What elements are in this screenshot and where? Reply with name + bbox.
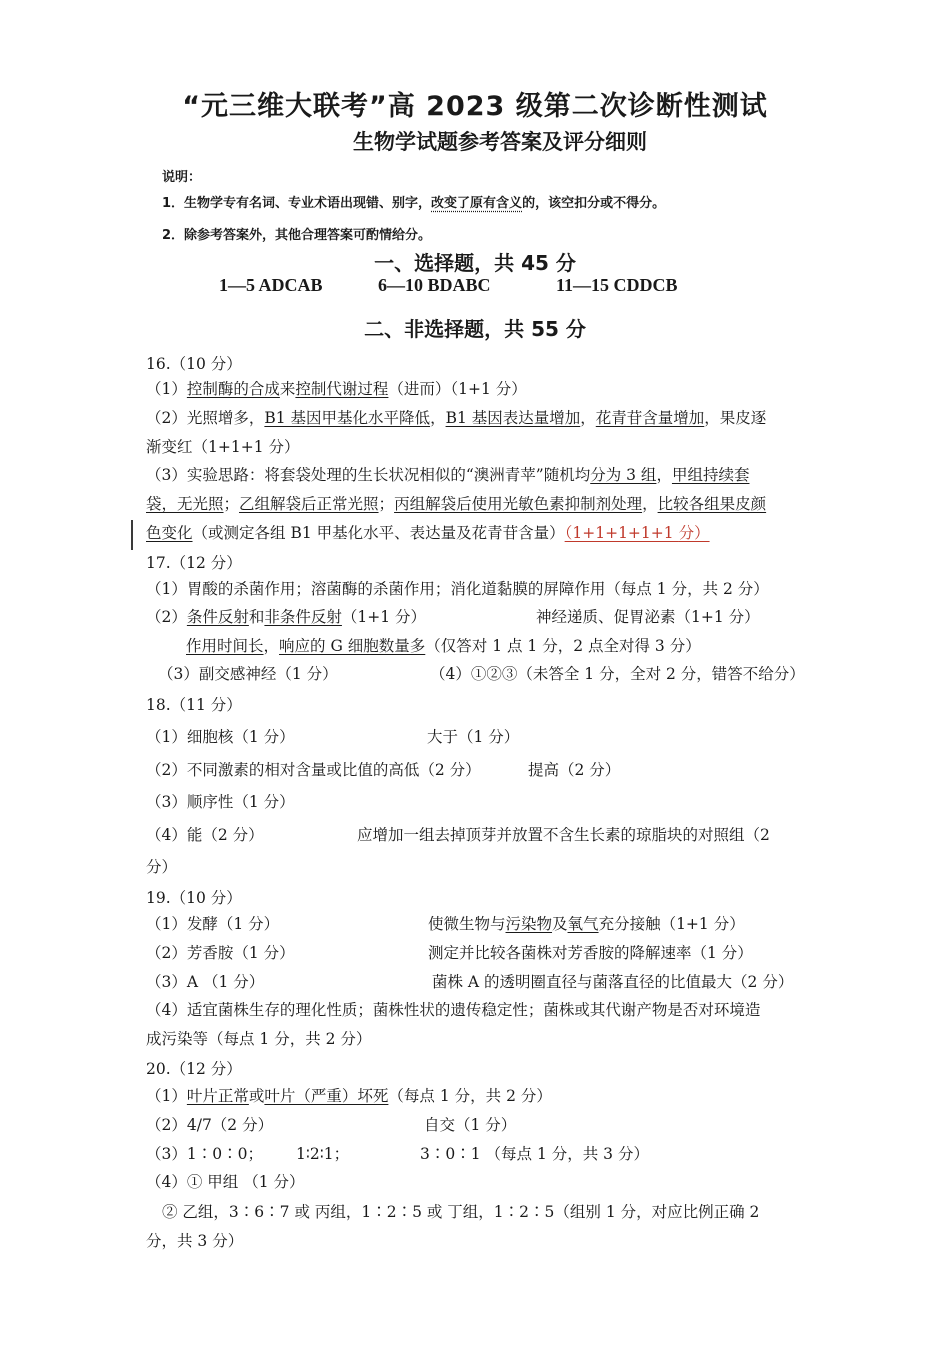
q20-part3-a: （3）1∶0∶0； xyxy=(146,1145,263,1163)
q16-part3: （3）实验思路：将套袋处理的生长状况相似的“澳洲青苹”随机均分为 3 组，甲组持续套 xyxy=(146,466,750,484)
q18-part4: （4）能（2 分） xyxy=(146,826,264,844)
q18-heading: 18.（11 分） xyxy=(146,696,242,714)
q20-part3-c: 3∶0∶1 （每点 1 分，共 3 分） xyxy=(420,1145,649,1163)
q20-part4-sub2: ② 乙组，3∶6∶7 或 丙组，1∶2∶5 或 丁组，1∶2∶5（组别 1 分，对应比例正确 2 xyxy=(162,1203,760,1221)
q17-heading: 17.（12 分） xyxy=(146,554,242,572)
q20-part4-sub2-cont: 分，共 3 分） xyxy=(146,1232,244,1250)
q16-part1: （1）控制酶的合成来控制代谢过程（进而）（1+1 分） xyxy=(146,380,527,398)
q16-part3-cont2: 色变化（或测定各组 B1 甲基化水平、表达量及花青苷含量）（1+1+1+1+1 分） xyxy=(146,524,710,542)
q19-part3-right: 菌株 A 的透明圈直径与菌落直径的比值最大（2 分） xyxy=(432,973,794,991)
q16-part3-cont: 袋，无光照；乙组解袋后正常光照；丙组解袋后使用光敏色素抑制剂处理，比较各组果皮颜 xyxy=(146,495,767,513)
q19-heading: 19.（10 分） xyxy=(146,889,242,907)
q19-part2-right: 测定并比较各菌株对芳香胺的降解速率（1 分） xyxy=(428,944,753,962)
part1-heading: 一、选择题，共 45 分 xyxy=(374,251,576,275)
q18-part2-right: 提高（2 分） xyxy=(528,761,621,779)
note-2: 2．除参考答案外，其他合理答案可酌情给分。 xyxy=(162,228,432,243)
q16-part2-cont: 渐变红（1+1+1 分） xyxy=(146,438,300,456)
notes-label: 说明： xyxy=(162,170,202,185)
exam-title: “元三维大联考”高 2023 级第二次诊断性测试 xyxy=(182,91,768,122)
q17-part2-right: 神经递质、促胃泌素（1+1 分） xyxy=(536,608,760,626)
note-1: 1．生物学专有名词、专业术语出现错、别字，改变了原有含义的，该空扣分或不得分。 xyxy=(162,196,666,211)
q20-part2: （2）4/7（2 分） xyxy=(146,1116,274,1134)
q20-heading: 20.（12 分） xyxy=(146,1060,242,1078)
q17-part1: （1）胃酸的杀菌作用；溶菌酶的杀菌作用；消化道黏膜的屏障作用（每点 1 分，共 2 分） xyxy=(146,580,769,598)
q20-part4: （4）① 甲组 （1 分） xyxy=(146,1173,305,1191)
pen-mark xyxy=(131,520,133,550)
q20-part2-right: 自交（1 分） xyxy=(424,1116,517,1134)
q17-part2-cont: 作用时间长，响应的 G 细胞数量多（仅答对 1 点 1 分，2 点全对得 3 分） xyxy=(186,637,701,655)
q19-part1-right: 使微生物与污染物及氧气充分接触（1+1 分） xyxy=(428,915,745,933)
q19-part4-cont: 成污染等（每点 1 分，共 2 分） xyxy=(146,1030,372,1048)
q18-part1-right: 大于（1 分） xyxy=(427,728,520,746)
q20-part3-b: 1∶2∶1； xyxy=(296,1145,350,1163)
mc-answer-group: 6—10 BDABC xyxy=(378,275,491,295)
q17-part3: （3）副交感神经（1 分） xyxy=(158,665,338,683)
q19-part1: （1）发酵（1 分） xyxy=(146,915,280,933)
q16-part2: （2）光照增多，B1 基因甲基化水平降低，B1 基因表达量增加，花青苷含量增加，果皮逐 xyxy=(146,409,767,427)
q16-heading: 16.（10 分） xyxy=(146,355,242,373)
q18-part3: （3）顺序性（1 分） xyxy=(146,793,295,811)
mc-answer-group: 1—5 ADCAB xyxy=(219,275,323,295)
exam-subtitle: 生物学试题参考答案及评分细则 xyxy=(353,130,647,154)
q19-part3: （3）A （1 分） xyxy=(146,973,265,991)
part2-heading: 二、非选择题，共 55 分 xyxy=(364,317,586,341)
q18-part4-right: 应增加一组去掉顶芽并放置不含生长素的琼脂块的对照组（2 xyxy=(357,826,770,844)
q17-part2: （2）条件反射和非条件反射（1+1 分） xyxy=(146,608,427,626)
mc-answer-group: 11—15 CDDCB xyxy=(556,275,678,295)
q18-part1: （1）细胞核（1 分） xyxy=(146,728,295,746)
q18-part4-cont: 分） xyxy=(146,858,178,876)
q17-part4: （4）①②③（未答全 1 分，全对 2 分，错答不给分） xyxy=(430,665,805,683)
q19-part4: （4）适宜菌株生存的理化性质；菌株性状的遗传稳定性；菌株或其代谢产物是否对环境造 xyxy=(146,1001,761,1019)
q18-part2: （2）不同激素的相对含量或比值的高低（2 分） xyxy=(146,761,481,779)
q19-part2: （2）芳香胺（1 分） xyxy=(146,944,295,962)
q20-part1: （1）叶片正常或叶片（严重）坏死（每点 1 分，共 2 分） xyxy=(146,1087,552,1105)
